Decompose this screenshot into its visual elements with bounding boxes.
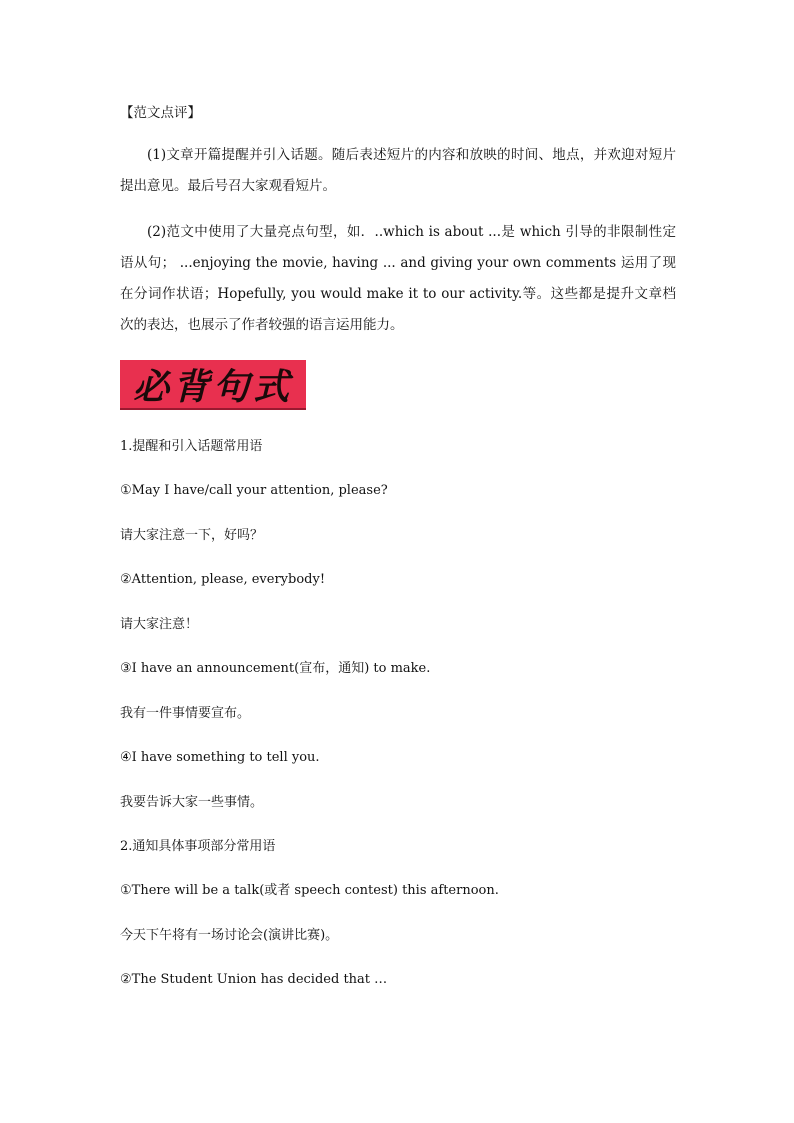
comment-paragraph-2: (2)范文中使用了大量亮点句型，如．..which is about ...是 which 引导的非限制性定语从句； ...enjoying the movie, having ... and giving your own comments 运用了现在分词作状语；Hopefully, you would make it to our activity.等。这些都是提升文章档次的表达，也展示了作者较强的语言运用能力。 <box>120 224 676 333</box>
example-english: ②The Student Union has decided that … <box>120 972 388 987</box>
example-english: ①May I have/call your attention, please? <box>120 483 388 498</box>
example-chinese: 我有一件事情要宣布。 <box>120 706 251 721</box>
example-english: ①There will be a talk(或者 speech contest) this afternoon. <box>120 883 499 898</box>
banner-text: 必背句式 <box>132 365 293 408</box>
comment-paragraph-1: (1)文章开篇提醒并引入话题。随后表述短片的内容和放映的时间、地点，并欢迎对短片提出意见。最后号召大家观看短片。 <box>120 147 676 194</box>
section-1-title: 1.提醒和引入话题常用语 <box>120 439 263 454</box>
example-english: ②Attention, please, everybody! <box>120 572 326 587</box>
example-english: ④I have something to tell you. <box>120 750 320 765</box>
example-chinese: 请大家注意一下，好吗？ <box>120 528 264 543</box>
example-chinese: 今天下午将有一场讨论会(演讲比赛)。 <box>120 928 339 943</box>
section-2-title: 2.通知具体事项部分常用语 <box>120 839 276 854</box>
banner-image <box>120 360 306 410</box>
example-english: ③I have an announcement(宣布，通知) to make. <box>120 661 431 676</box>
section-heading: 【范文点评】 <box>120 105 201 121</box>
example-chinese: 请大家注意！ <box>120 617 199 632</box>
example-chinese: 我要告诉大家一些事情。 <box>120 795 264 810</box>
